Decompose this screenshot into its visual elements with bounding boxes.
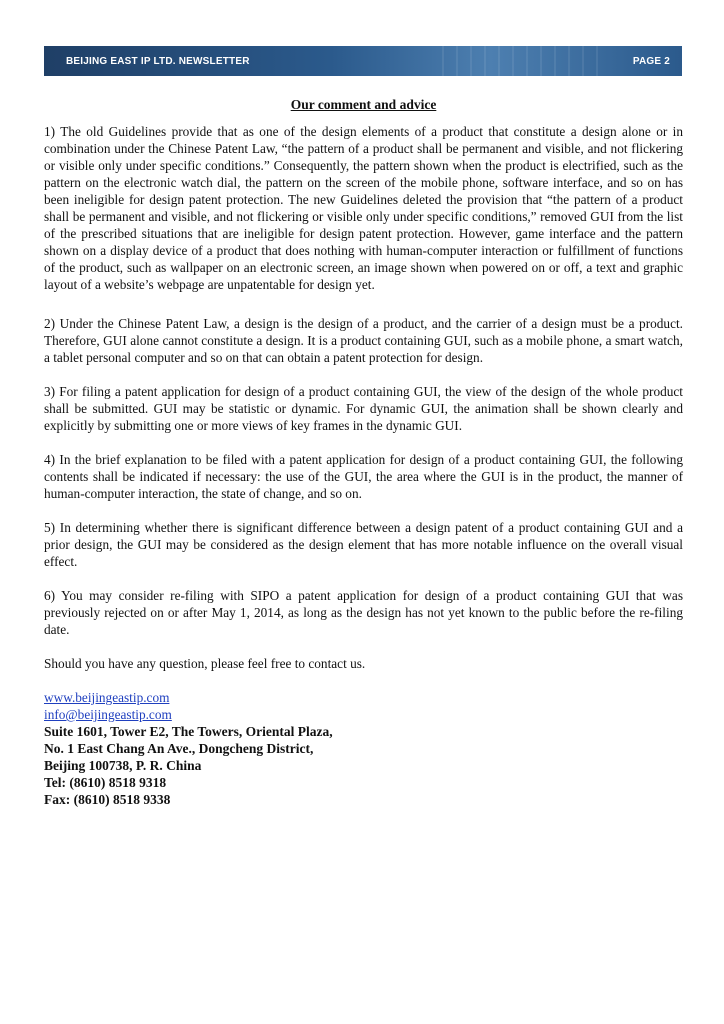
paragraph-1: 1) The old Guidelines provide that as one of the design elements of a product that constitute a design alone or in combination under the Chinese Patent Law, “the pattern of a product shall be permanent and visible, and not flickering or visible only under specific conditions.” Consequently, the pattern shown when the product is electrified, such as the pattern on the electronic watch dial, the pattern on the screen of the mobile phone, software interface, and so on has been ineligible for design patent protection. The new Guidelines deleted the provision that “the pattern of a product shall be permanent and visible, and not flickering or visible only under specific conditions,” removed GUI from the list of the prescribed situations that are ineligible for design patent protection. However, game interface and the pattern shown on a display device of a product that does nothing with human-computer interaction or fulfillment of functions of the product, such as wallpaper on an electronic screen, an image shown when powered on or off, a text and graphic layout of a website’s webpage are unpatentable for design yet. (44, 124, 683, 292)
address-line-3: Beijing 100738, P. R. China (44, 758, 202, 773)
contact-block (44, 689, 683, 808)
website-link[interactable]: www.beijingeastip.com (44, 690, 170, 705)
phone-number: Tel: (8610) 8518 9318 (44, 775, 167, 790)
address-line-1: Suite 1601, Tower E2, The Towers, Oriental Plaza, (44, 724, 333, 739)
paragraph-4: 4) In the brief explanation to be filed with a patent application for design of a product containing GUI, the following contents shall be indicated if necessary: the use of the GUI, the area where the GUI is in the product, the manner of human-computer interaction, the state of change, and so on. (44, 452, 683, 501)
email-link[interactable]: info@beijingeastip.com (44, 707, 172, 722)
address-line-2: No. 1 East Chang An Ave., Dongcheng District, (44, 741, 314, 756)
page-number: PAGE 2 (632, 55, 670, 67)
paragraph-5: 5) In determining whether there is significant difference between a design patent of a product containing GUI and a prior design, the GUI may be considered as the design element that has more notable influence on the overall visual effect. (44, 520, 683, 569)
section-title: Our comment and advice (290, 97, 437, 112)
paragraph-6: 6) You may consider re-filing with SIPO a patent application for design of a product containing GUI that was previously rejected on or after May 1, 2014, as long as the design has not yet known to the public before the re-filing date. (44, 588, 683, 637)
newsletter-title: BEIJING EAST IP LTD. NEWSLETTER (66, 55, 250, 67)
fax-number: Fax: (8610) 8518 9338 (44, 792, 171, 807)
newsletter-header-banner (44, 46, 682, 76)
paragraph-2: 2) Under the Chinese Patent Law, a design is the design of a product, and the carrier of a design must be a product. Therefore, GUI alone cannot constitute a design. It is a product containing GUI, such as a mobile phone, a smart watch, a tablet personal computer and so on that can obtain a patent protection for design. (44, 316, 683, 365)
contact-invitation: Should you have any question, please feel free to contact us. (44, 656, 366, 671)
article-body (44, 96, 683, 808)
paragraph-3: 3) For filing a patent application for design of a product containing GUI, the view of the design of the whole product shall be submitted. GUI may be statistic or dynamic. For dynamic GUI, the animation shall be shown clearly and explicitly by submitting one or more views of key frames in the dynamic GUI. (44, 384, 683, 433)
